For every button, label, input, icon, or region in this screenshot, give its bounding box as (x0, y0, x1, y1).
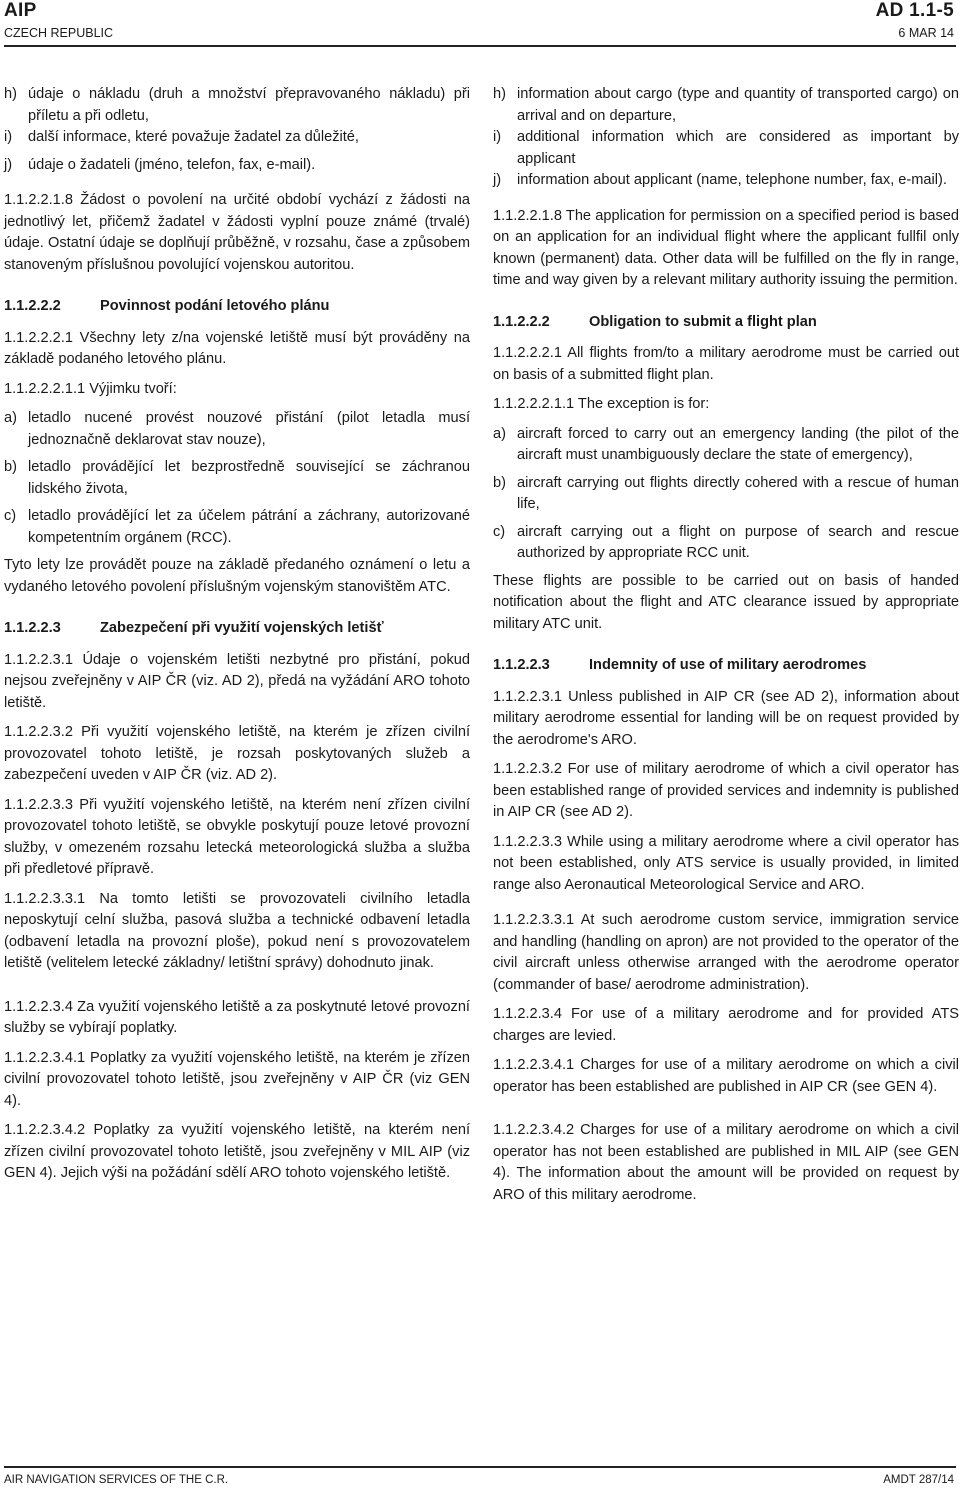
spacer (4, 176, 470, 190)
list-item (493, 84, 959, 127)
list-item (4, 127, 470, 149)
list-item (4, 506, 470, 549)
spacer (493, 192, 959, 206)
list-label: i) (493, 129, 502, 145)
list-text: další informace, které považuje žadatel za důležité, (28, 129, 359, 145)
paragraph: 1.1.2.2.3.3 While using a military aerodrome where a civil operator has not been established, only ATS service is usually provided, in limited range also Aeronautical Meteorological Service and ARO. (493, 833, 959, 893)
paragraph: 1.1.2.2.3.4 Za využití vojenského letiště a za poskytnuté letové provozní služby se vybírají poplatky. (4, 998, 470, 1036)
list-item (493, 170, 959, 192)
list-text: additional information which are considered as important by applicant (517, 129, 959, 167)
list-text: information about applicant (name, telephone number, fax, e-mail). (517, 172, 947, 188)
paragraph: 1.1.2.2.3.4 For use of a military aerodrome and for provided ATS charges are levied. (493, 1006, 959, 1044)
list-text: aircraft carrying out flights directly cohered with a rescue of human life, (517, 474, 959, 512)
list-text: information about cargo (type and quantity of transported cargo) on arrival and on departure, (517, 86, 959, 124)
spacer (493, 1106, 959, 1120)
list-text: aircraft forced to carry out an emergency landing (the pilot of the aircraft must unambiguously declare the state of emergency), (517, 425, 959, 463)
header-divider (4, 45, 956, 47)
paragraph: 1.1.2.2.2.1 Všechny lety z/na vojenské letiště musí být prováděny na základě podaného letového plánu. (4, 329, 470, 367)
section-title: Indemnity of use of military aerodromes (589, 657, 867, 673)
header-left (4, 0, 113, 42)
paragraph: 1.1.2.2.3.3.1 Na tomto letišti se provozovateli civilního letadla neposkytují celní služba, pasová služba a technické odbavení letadla (odbavení letadla na provozní ploše), pokud není s provozovatelem letiště (velitelem letecké základny/ letištní správy) dohodnuto jinak. (4, 890, 470, 971)
header-right (876, 0, 954, 42)
paragraph: 1.1.2.2.3.4.2 Charges for use of a military aerodrome on which a civil operator has not been established are published in MIL AIP (see GEN 4). The information about the amount will be provided on request by ARO of this military aerodrome. (493, 1122, 959, 1203)
list-label: b) (493, 474, 506, 491)
list-item (4, 408, 470, 451)
section-number: 1.1.2.2.3 (493, 657, 550, 673)
list-label: j) (493, 172, 502, 188)
section-number: 1.1.2.2.3 (4, 620, 61, 636)
czech-column (4, 84, 470, 1193)
amendment-number: AMDT 287/14 (883, 1474, 954, 1486)
list-item (4, 84, 470, 127)
paragraph: 1.1.2.2.3.4.2 Poplatky za využití vojenského letiště, na kterém není zřízen civilní provozovatel tohoto letiště, jsou zveřejněny v MIL AIP (viz GEN 4). Jejich výši na požádání sdělí ARO tohoto vojenského letiště. (4, 1122, 470, 1181)
list-item (4, 457, 470, 500)
list-label: a) (4, 410, 17, 426)
list-label: i) (4, 129, 13, 145)
section-number: 1.1.2.2.2 (4, 298, 61, 314)
section-heading (4, 618, 470, 640)
list-label: c) (493, 523, 506, 540)
list-item (4, 155, 470, 177)
paragraph: 1.1.2.2.3.4.1 Charges for use of a military aerodrome on which a civil operator has been established are published in AIP CR (see GEN 4). (493, 1057, 959, 1095)
list-text: letadlo provádějící let bezprostředně související se záchranou lidského života, (28, 459, 470, 497)
footer-divider (4, 1466, 956, 1468)
country-name: CZECH REPUBLIC (4, 26, 114, 40)
section-number: 1.1.2.2.2 (493, 313, 550, 330)
paragraph: 1.1.2.2.3.4.1 Poplatky za využití vojenského letiště, na kterém je zřízen civilní provozovatel tohoto letiště, jsou zveřejněny v AIP ČR (viz GEN 4). (4, 1049, 470, 1109)
section-heading (4, 296, 470, 318)
publisher-name: AIR NAVIGATION SERVICES OF THE C.R. (4, 1474, 229, 1486)
list-label: b) (4, 459, 17, 475)
section-title: Povinnost podání letového plánu (100, 298, 330, 314)
paragraph: 1.1.2.2.2.1 All flights from/to a military aerodrome must be carried out on basis of a submitted flight plan. (493, 345, 959, 383)
paragraph: 1.1.2.2.3.3.1 At such aerodrome custom service, immigration service and handling (handling on apron) are not provided to the operator of the civil aircraft unless otherwise arranged with the aerodrome operator (commander of base/ aerodrome administration). (493, 912, 959, 993)
paragraph: 1.1.2.2.1.8 The application for permission on a specified period is based on an application for an individual flight where the applicant fullfil only known (permanent) data. Other data will be fulfilled on the fly in range, time and way given by a relevant military authority issuing the permition. (493, 207, 959, 288)
list-label: h) (493, 86, 506, 102)
list-text: aircraft carrying out a flight on purpose of search and rescue authorized by appropriate RCC unit. (517, 523, 959, 561)
list-label: a) (493, 425, 506, 442)
paragraph: Tyto lety lze provádět pouze na základě předaného oznámení o letu a vydaného letového povolení příslušným vojenským stanovištěm ATC. (4, 557, 470, 595)
paragraph: 1.1.2.2.2.1.1 The exception is for: (493, 396, 710, 412)
list-item (493, 522, 959, 565)
english-column (493, 84, 959, 1214)
page-reference: AD 1.1-5 (875, 0, 954, 21)
list-item (493, 127, 959, 170)
list-text: letadlo provádějící let za účelem pátrání a záchrany, autorizované kompetentním orgánem (RCC). (28, 508, 470, 546)
paragraph: 1.1.2.2.3.1 Údaje o vojenském letišti nezbytné pro přistání, pokud nejsou zveřejněny v AIP ČR (viz. AD 2), předá na vyžádání ARO tohoto letiště. (4, 651, 470, 711)
paragraph: 1.1.2.2.3.3 Při využití vojenského letiště, na kterém není zřízen civilní provozovatel tohoto letiště, se obvykle poskytují pouze letové provozní služby, v omezeném rozsahu letecká meteorologická služba a služba při předletové přípravě. (4, 796, 470, 877)
section-heading (493, 312, 959, 334)
document-title: AIP (4, 0, 37, 21)
list-item (493, 424, 959, 467)
effective-date: 6 MAR 14 (898, 26, 954, 40)
list-text: údaje o žadateli (jméno, telefon, fax, e-mail). (28, 156, 316, 173)
list-text: údaje o nákladu (druh a množství přepravovaného nákladu) při příletu a při odletu, (28, 86, 470, 124)
paragraph: 1.1.2.2.3.1 Unless published in AIP CR (see AD 2), information about military aerodrome essential for landing will be on request provided by the aerodrome's ARO. (493, 688, 959, 748)
spacer (4, 983, 470, 997)
section-title: Obligation to submit a flight plan (589, 313, 817, 330)
paragraph: 1.1.2.2.3.2 Při využití vojenského letiště, na kterém je zřízen civilní provozovatel tohoto letiště, je rozsah poskytovaných služeb a zabezpečení uveden v AIP ČR (viz. AD 2). (4, 724, 470, 783)
paragraph: 1.1.2.2.2.1.1 Výjimku tvoří: (4, 380, 177, 397)
list-label: j) (4, 156, 13, 173)
list-text: letadlo nucené provést nouzové přistání (pilot letadla musí jednoznačně deklarovat stav nouze), (28, 410, 470, 448)
paragraph: 1.1.2.2.3.2 For use of military aerodrome of which a civil operator has been established range of provided services and indemnity is published in AIP CR (see AD 2). (493, 761, 959, 820)
section-heading (493, 655, 959, 677)
paragraph: These flights are possible to be carried out on basis of handed notification about the flight and ATC clearance issued by appropriate military ATC unit. (493, 572, 959, 632)
list-item (493, 473, 959, 516)
list-label: c) (4, 508, 17, 524)
list-label: h) (4, 86, 17, 102)
paragraph: 1.1.2.2.1.8 Žádost o povolení na určité období vychází z žádosti na jednotlivý let, přičemž žadatel v žádosti vyplní pouze známé (trvalé) údaje. Ostatní údaje se doplňují průběžně, v rozsahu, čase a způsobem stanoveným příslušnou povolující vojenskou autoritou. (4, 192, 470, 273)
section-title: Zabezpečení při využití vojenských letišť (100, 620, 384, 636)
